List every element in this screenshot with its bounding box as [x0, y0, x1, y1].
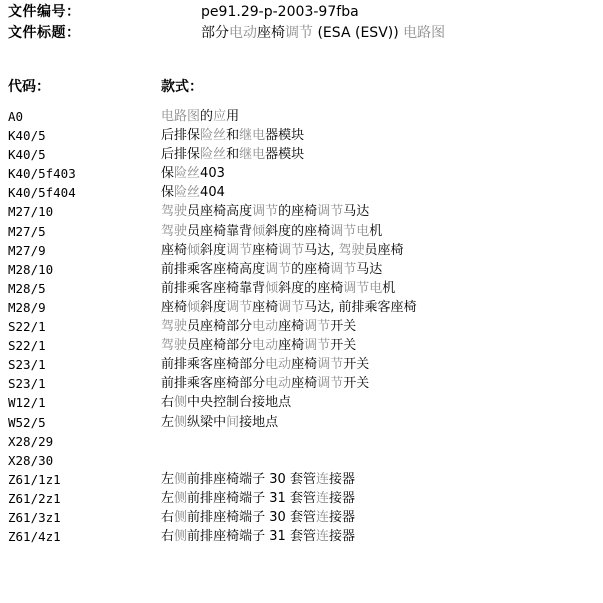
list-item — [8, 183, 598, 202]
component-code: S23/1 — [8, 376, 46, 392]
component-code: Z61/4z1 — [8, 529, 61, 545]
component-description: 电路图的应用 — [161, 109, 240, 124]
component-description: 前排乘客座椅部分电动座椅调节开关 — [161, 376, 370, 392]
component-code: M28/5 — [8, 280, 46, 296]
component-code: K40/5f403 — [8, 166, 76, 182]
component-description: 右侧中央控制台接地点 — [161, 395, 292, 411]
list-item — [8, 527, 598, 546]
component-code: K40/5f404 — [8, 185, 76, 201]
list-item — [8, 107, 598, 126]
component-description: 驾驶员座椅部分电动座椅调节开关 — [161, 319, 357, 335]
component-code: Z61/3z1 — [8, 509, 61, 525]
component-code: W12/1 — [8, 395, 46, 411]
list-item — [8, 393, 598, 412]
component-code: M27/5 — [8, 223, 46, 239]
list-item — [8, 260, 598, 279]
component-description: 驾驶员座椅靠背倾斜度的座椅调节电机 — [161, 223, 383, 239]
doc-number-row — [8, 2, 598, 23]
component-description: 后排保险丝和继电器模块 — [161, 147, 305, 163]
component-code: A0 — [8, 109, 24, 124]
component-list — [8, 107, 598, 546]
list-item — [8, 241, 598, 260]
list-item — [8, 298, 598, 317]
list-item — [8, 451, 598, 470]
component-code: M28/9 — [8, 299, 46, 315]
doc-title-row — [8, 23, 598, 44]
component-code: W52/5 — [8, 414, 46, 430]
component-description: 前排乘客座椅靠背倾斜度的座椅调节电机 — [161, 280, 396, 296]
column-header-row — [8, 76, 598, 98]
list-item — [8, 202, 598, 221]
component-code: S22/1 — [8, 319, 46, 335]
code-column-header: 代码： — [8, 79, 50, 95]
component-description: 座椅倾斜度调节座椅调节马达, 驾驶员座椅 — [161, 242, 404, 258]
list-item — [8, 508, 598, 527]
component-code: S22/1 — [8, 338, 46, 354]
doc-title-value: 部分电动座椅调节 (ESA (ESV)) 电路图 — [201, 25, 446, 41]
component-description: 驾驶员座椅高度调节的座椅调节马达 — [161, 204, 370, 220]
description-column-header: 款式： — [161, 79, 203, 95]
list-item — [8, 145, 598, 164]
component-code: M28/10 — [8, 261, 54, 277]
component-code: K40/5 — [8, 147, 46, 163]
component-description: 保险丝404 — [161, 185, 225, 201]
doc-number-label: 文件编号： — [8, 4, 81, 20]
list-item — [8, 222, 598, 241]
component-code: M27/9 — [8, 242, 46, 258]
component-description: 右侧前排座椅端子 31 套管连接器 — [161, 529, 356, 545]
component-description: 左侧纵梁中间接地点 — [161, 414, 279, 430]
list-item — [8, 432, 598, 451]
component-code: Z61/2z1 — [8, 490, 61, 506]
component-description: 左侧前排座椅端子 31 套管连接器 — [161, 490, 356, 506]
component-description: 前排乘客座椅部分电动座椅调节开关 — [161, 357, 370, 373]
list-item — [8, 164, 598, 183]
list-item — [8, 489, 598, 508]
list-item — [8, 279, 598, 298]
component-description: 保险丝403 — [161, 166, 225, 182]
component-code: K40/5 — [8, 128, 46, 144]
component-code: X28/30 — [8, 452, 54, 468]
list-item — [8, 126, 598, 145]
component-description: 左侧前排座椅端子 30 套管连接器 — [161, 471, 356, 487]
component-description: 前排乘客座椅高度调节的座椅调节马达 — [161, 261, 383, 277]
list-item — [8, 336, 598, 355]
component-description: 驾驶员座椅部分电动座椅调节开关 — [161, 338, 357, 354]
document — [8, 2, 598, 546]
component-description: 座椅倾斜度调节座椅调节马达, 前排乘客座椅 — [161, 299, 417, 315]
component-code: X28/29 — [8, 433, 54, 449]
component-description: 后排保险丝和继电器模块 — [161, 128, 305, 144]
component-description: 右侧前排座椅端子 30 套管连接器 — [161, 509, 356, 525]
list-item — [8, 317, 598, 336]
list-item — [8, 470, 598, 489]
list-item — [8, 413, 598, 432]
component-code: S23/1 — [8, 357, 46, 373]
list-item — [8, 374, 598, 393]
component-code: Z61/1z1 — [8, 471, 61, 487]
doc-number-value: pe91.29-p-2003-97fba — [201, 4, 359, 20]
list-item — [8, 355, 598, 374]
doc-title-label: 文件标题： — [8, 25, 81, 41]
component-code: M27/10 — [8, 204, 54, 220]
